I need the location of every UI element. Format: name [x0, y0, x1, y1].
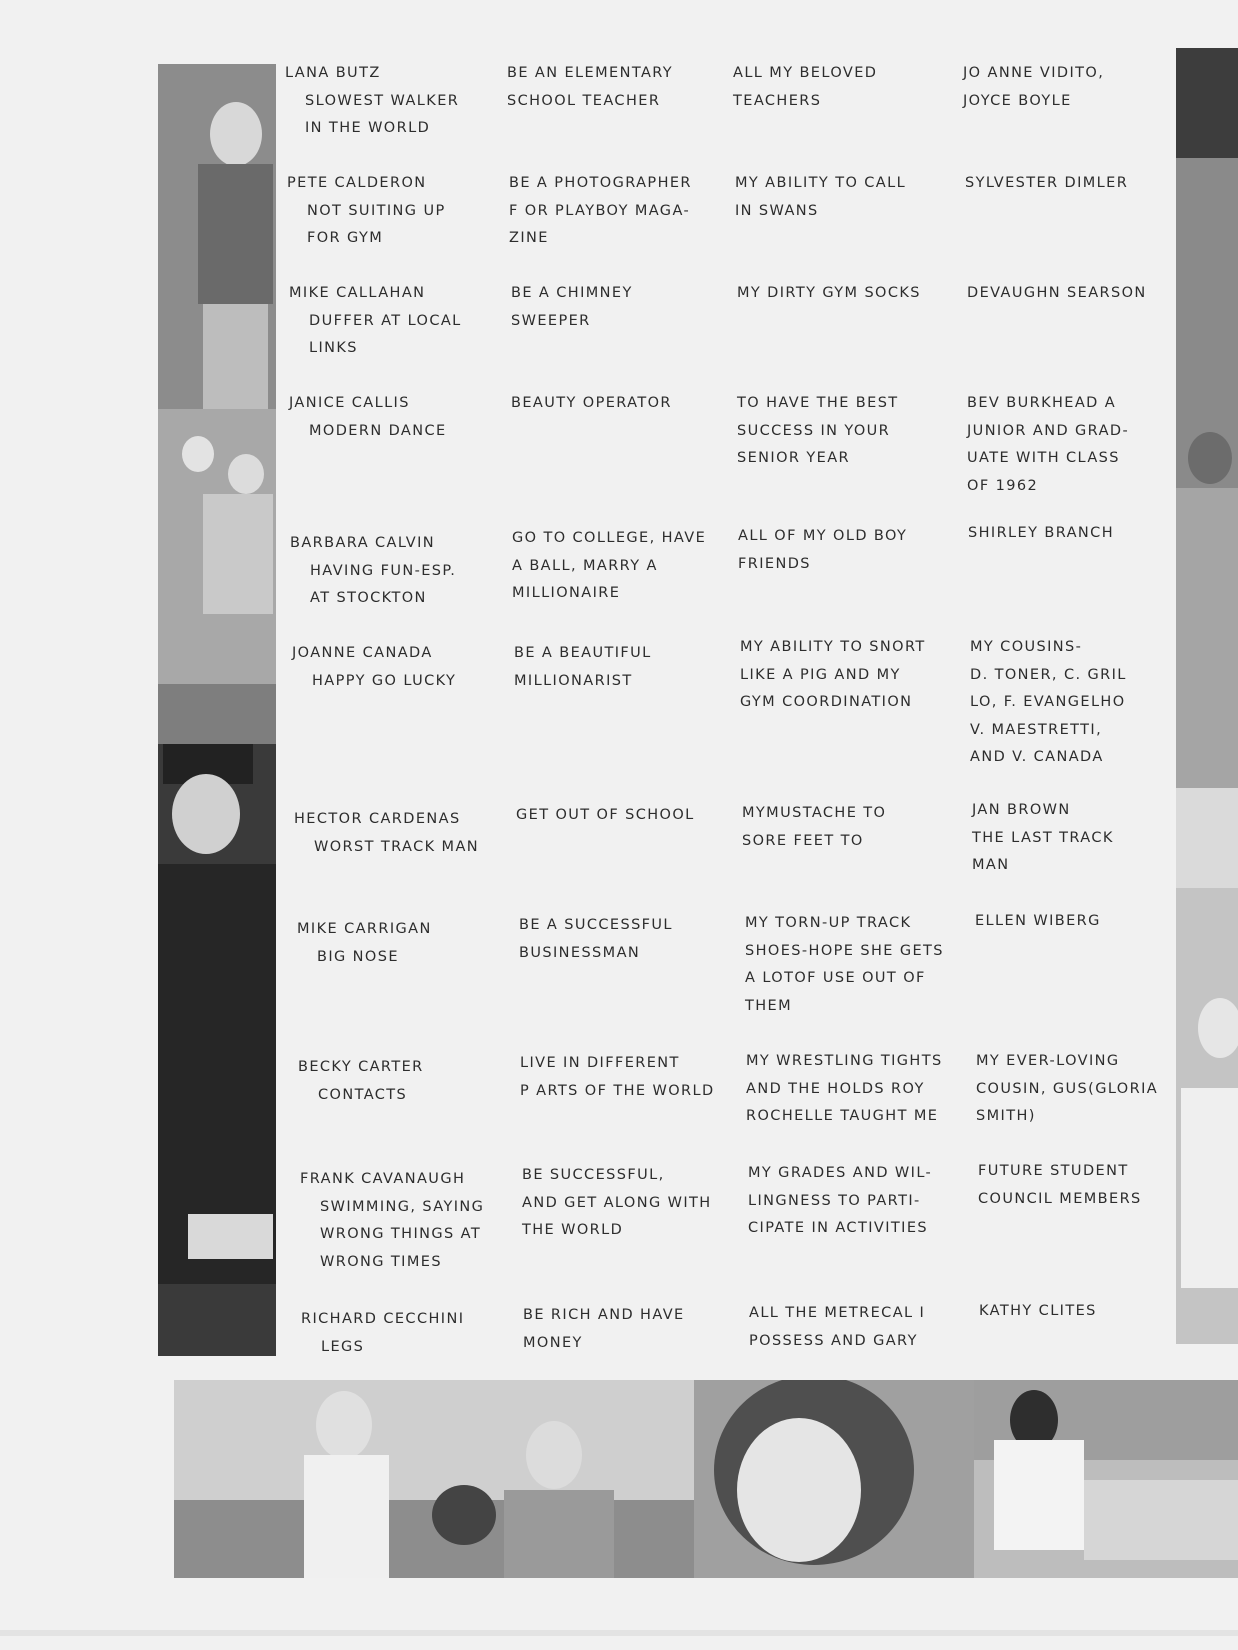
weakness-line: MODERN DANCE: [309, 422, 447, 439]
recipient-line: JOYCE BOYLE: [963, 92, 1072, 109]
office-photo: [974, 1380, 1238, 1578]
ambition-line: SCHOOL TEACHER: [507, 92, 661, 109]
weakness-line: DUFFER AT LOCAL: [309, 312, 462, 329]
weakness-line: FOR GYM: [307, 230, 384, 246]
ambition-line: BEAUTY OPERATOR: [511, 395, 672, 411]
group-photo-shapes: [174, 1380, 694, 1578]
recipient-line: AND V. CANADA: [970, 749, 1104, 765]
weakness-line: NOT SUITING UP: [307, 202, 446, 219]
will-line: MY WRESTLING TIGHTS: [746, 1053, 943, 1069]
weakness-line: WRONG TIMES: [320, 1253, 442, 1270]
recipient-line: V. MAESTRETTI,: [970, 721, 1103, 738]
recipient-line: JO ANNE VIDITO,: [963, 65, 1105, 81]
weakness-line: HAVING FUN-ESP.: [310, 562, 457, 579]
ambition-line: BE RICH AND HAVE: [523, 1307, 685, 1323]
will-line: ALL THE METRECAL I: [749, 1305, 926, 1321]
weakness-line: SWIMMING, SAYING: [320, 1198, 485, 1215]
ambition-line: F OR PLAYBOY MAGA-: [509, 202, 691, 219]
student-name: MIKE CARRIGAN: [297, 921, 432, 937]
ambition-line: GET OUT OF SCHOOL: [516, 807, 695, 823]
weakness-line: BIG NOSE: [317, 948, 399, 965]
ambition-line: THE WORLD: [522, 1222, 624, 1238]
weakness-line: SLOWEST WALKER: [305, 92, 460, 109]
will-line: SHOES-HOPE SHE GETS: [745, 942, 944, 959]
weakness-line: LEGS: [321, 1338, 365, 1355]
will-line: ALL MY BELOVED: [733, 65, 878, 81]
right-photo-strip: [1176, 48, 1238, 1344]
student-name: JOANNE CANADA: [292, 645, 433, 661]
portrait-photo-shapes: [694, 1380, 974, 1578]
will-line: MY ABILITY TO CALL: [735, 175, 907, 191]
will-line: AND THE HOLDS ROY: [746, 1080, 925, 1097]
ambition-line: BE AN ELEMENTARY: [507, 65, 674, 81]
recipient-line: MY EVER-LOVING: [976, 1053, 1120, 1069]
will-line: SENIOR YEAR: [737, 450, 850, 466]
ambition-line: ZINE: [509, 230, 549, 246]
will-line: FRIENDS: [738, 555, 811, 572]
student-name: MIKE CALLAHAN: [289, 285, 426, 301]
recipient-line: SMITH): [976, 1108, 1036, 1124]
bottom-photo-strip: [174, 1380, 1238, 1578]
will-line: ROCHELLE TAUGHT ME: [746, 1108, 939, 1124]
will-line: CIPATE IN ACTIVITIES: [748, 1220, 928, 1236]
weakness-line: IN THE WORLD: [305, 120, 431, 136]
recipient-line: D. TONER, C. GRIL: [970, 666, 1127, 683]
ambition-line: BE SUCCESSFUL,: [522, 1167, 665, 1183]
ambition-line: LIVE IN DIFFERENT: [520, 1055, 680, 1071]
will-line: POSSESS AND GARY: [749, 1332, 918, 1349]
recipient-line: ELLEN WIBERG: [975, 913, 1101, 929]
weakness-line: AT STOCKTON: [310, 590, 427, 606]
will-line: MY DIRTY GYM SOCKS: [737, 285, 921, 301]
student-name: JANICE CALLIS: [289, 395, 410, 411]
weakness-line: WORST TRACK MAN: [314, 838, 480, 855]
ambition-line: AND GET ALONG WITH: [522, 1194, 712, 1211]
will-line: MYMUSTACHE TO: [742, 805, 887, 821]
ambition-line: BE A SUCCESSFUL: [519, 917, 673, 933]
recipient-line: JUNIOR AND GRAD-: [967, 422, 1130, 439]
recipient-line: JAN BROWN: [972, 802, 1071, 818]
recipient-line: SHIRLEY BRANCH: [968, 525, 1114, 541]
group-photo: [174, 1380, 694, 1578]
student-name: BECKY CARTER: [298, 1059, 424, 1075]
recipient-line: COUSIN, GUS(GLORIA: [976, 1080, 1159, 1097]
weakness-line: LINKS: [309, 340, 358, 356]
recipient-line: OF 1962: [967, 477, 1039, 494]
recipient-line: BEV BURKHEAD A: [967, 395, 1117, 411]
will-line: A LOTOF USE OUT OF: [745, 970, 926, 986]
student-name: RICHARD CECCHINI: [301, 1311, 465, 1327]
ambition-line: MILLIONARIST: [514, 672, 633, 689]
ambition-line: SWEEPER: [511, 312, 591, 329]
recipient-line: DEVAUGHN SEARSON: [967, 285, 1147, 301]
will-line: IN SWANS: [735, 202, 819, 219]
will-line: MY ABILITY TO SNORT: [740, 639, 926, 655]
left-photo-shapes: [158, 64, 276, 1356]
page-bottom-divider: [0, 1630, 1238, 1636]
weakness-line: CONTACTS: [318, 1086, 408, 1103]
will-line: TEACHERS: [733, 92, 822, 109]
left-photo-strip: [158, 64, 276, 1356]
recipient-line: KATHY CLITES: [979, 1303, 1097, 1319]
will-line: GYM COORDINATION: [740, 694, 913, 710]
student-name: FRANK CAVANAUGH: [300, 1171, 466, 1187]
ambition-line: MONEY: [523, 1334, 583, 1351]
will-line: THEM: [745, 997, 793, 1014]
portrait-photo: [694, 1380, 974, 1578]
recipient-line: COUNCIL MEMBERS: [978, 1190, 1142, 1207]
ambition-line: BUSINESSMAN: [519, 944, 641, 961]
recipient-line: LO, F. EVANGELHO: [970, 694, 1126, 710]
student-name: PETE CALDERON: [287, 175, 427, 191]
recipient-line: MAN: [972, 857, 1010, 873]
will-line: MY TORN-UP TRACK: [745, 915, 912, 931]
ambition-line: BE A BEAUTIFUL: [514, 645, 652, 661]
will-line: MY GRADES AND WIL-: [748, 1165, 933, 1181]
ambition-line: GO TO COLLEGE, HAVE: [512, 530, 707, 546]
recipient-line: UATE WITH CLASS: [967, 450, 1120, 466]
weakness-line: HAPPY GO LUCKY: [312, 672, 457, 689]
ambition-line: MILLIONAIRE: [512, 585, 621, 601]
will-line: TO HAVE THE BEST: [737, 395, 899, 411]
office-photo-shapes: [974, 1380, 1238, 1578]
recipient-line: MY COUSINS-: [970, 639, 1083, 655]
will-line: SORE FEET TO: [742, 832, 864, 849]
ambition-line: A BALL, MARRY A: [512, 557, 658, 574]
will-line: ALL OF MY OLD BOY: [738, 528, 908, 544]
recipient-line: THE LAST TRACK: [972, 829, 1114, 846]
recipient-line: SYLVESTER DIMLER: [965, 175, 1129, 191]
ambition-line: P ARTS OF THE WORLD: [520, 1082, 715, 1099]
right-photo-shapes: [1176, 48, 1238, 1344]
will-line: LIKE A PIG AND MY: [740, 666, 901, 683]
student-name: BARBARA CALVIN: [290, 535, 435, 551]
ambition-line: BE A PHOTOGRAPHER: [509, 175, 692, 191]
student-name: HECTOR CARDENAS: [294, 811, 461, 827]
recipient-line: FUTURE STUDENT: [978, 1163, 1129, 1179]
weakness-line: WRONG THINGS AT: [320, 1226, 482, 1242]
will-line: LINGNESS TO PARTI-: [748, 1192, 921, 1209]
ambition-line: BE A CHIMNEY: [511, 285, 633, 301]
student-name: LANA BUTZ: [285, 65, 381, 81]
will-line: SUCCESS IN YOUR: [737, 422, 891, 439]
